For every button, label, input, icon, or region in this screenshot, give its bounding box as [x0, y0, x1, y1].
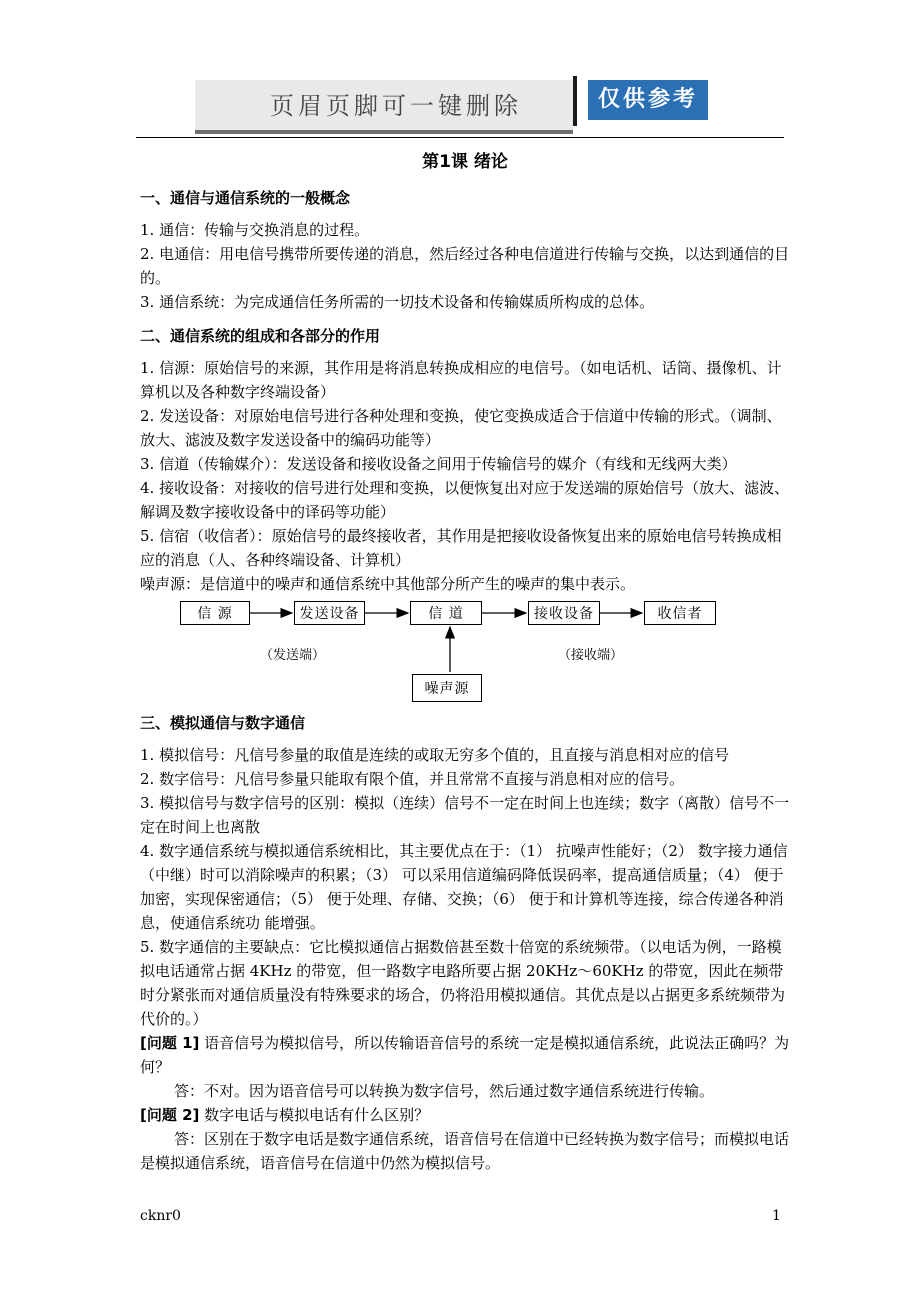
paragraph: 3. 信道（传输媒介）：发送设备和接收设备之间用于传输信号的媒介（有线和无线两大类） — [140, 455, 737, 473]
paragraph: 4. 接收设备：对接收的信号进行处理和变换，以便恢复出对应于发送端的原始信号（放大、滤波、解调及数字接收设备中的译码等功能） — [140, 479, 790, 521]
page-number: 1 — [772, 1208, 781, 1224]
receive-end-label: （接收端） — [558, 648, 624, 663]
paragraph: 5. 数字通信的主要缺点：它比模拟通信占据数倍甚至数十倍宽的系统频带。（以电话为例，一路模拟电话通常占据 4KHz 的带宽，但一路数字电路所要占据 20KHz～60KHz 的带宽，因此在频带时分紧张而对通信质量没有特殊要求的场合，仍将沿用模拟通信。其优点是以占据更多系统频带为代价的。） — [140, 938, 786, 1028]
paragraph: 1. 模拟信号：凡信号参量的取值是连续的或取无穷多个值的，且直接与消息相对应的信号 — [140, 746, 730, 764]
paragraph: 噪声源：是信道中的噪声和通信系统中其他部分所产生的噪声的集中表示。 — [140, 575, 636, 593]
section-heading: 二、通信系统的组成和各部分的作用 — [140, 327, 381, 345]
question-1 — [140, 1031, 790, 1079]
paragraph: 5. 信宿（收信者）：原始信号的最终接收者，其作用是把接收设备恢复出来的原始电信号转换成相应的消息（人、各种终端设备、计算机） — [140, 527, 782, 569]
header-text: 页眉页脚可一键删除 — [270, 92, 522, 120]
section-heading: 三、模拟通信与数字通信 — [140, 714, 306, 732]
page-title: 第1课 绪论 — [422, 152, 508, 172]
paragraph: 2. 电通信：用电信号携带所要传递的消息，然后经过各种电信道进行传输与交换，以达到通信的目的。 — [140, 245, 790, 287]
question-text: 数字电话与模拟电话有什么区别？ — [199, 1106, 430, 1124]
source-box: 信 源 — [180, 601, 250, 625]
send-end-label: （发送端） — [260, 648, 326, 663]
question-2 — [140, 1103, 790, 1127]
paragraph: 2. 发送设备：对原始电信号进行各种处理和变换，使它变换成适合于信道中传输的形式。（调制、放大、滤波及数字发送设备中的编码功能等） — [140, 407, 782, 449]
paragraph: 2. 数字信号：凡信号参量只能取有限个值，并且常常不直接与消息相对应的信号。 — [140, 770, 685, 788]
reference-only-badge: 仅供参考 — [588, 80, 708, 120]
question-label: [问题 1] — [140, 1034, 200, 1052]
answer-2: 答：区别在于数字电话是数字通信系统，语音信号在信道中已经转换为数字信号；而模拟电话是模拟通信系统，语音信号在信道中仍然为模拟信号。 — [140, 1130, 790, 1172]
paragraph: 1. 信源：原始信号的来源，其作用是将消息转换成相应的电信号。（如电话机、话筒、摄像机、计算机以及各种数字终端设备） — [140, 359, 782, 401]
header-rule — [136, 137, 784, 138]
receiver-box: 接收设备 — [528, 601, 600, 625]
paragraph: 4. 数字通信系统与模拟通信系统相比，其主要优点在于：（1） 抗噪声性能好；（2） 数字接力通信（中继）时可以消除噪声的积累；（3） 可以采用信道编码降低误码率，提高通信质量；（4） 便于加密，实现保密通信；（5） 便于处理、存储、交换；（6） 便于和计算机等连接，综合传递各种消息，使通信系统功 能增强。 — [140, 842, 788, 932]
section-heading: 一、通信与通信系统的一般概念 — [140, 189, 351, 207]
communication-system-diagram — [180, 600, 740, 705]
transmitter-box: 发送设备 — [294, 601, 365, 625]
document-body — [140, 150, 790, 1175]
paragraph: 3. 模拟信号与数字信号的区别：模拟（连续）信号不一定在时间上也连续；数字（离散）信号不一定在时间上也离散 — [140, 794, 790, 836]
question-text: 语音信号为模拟信号，所以传输语音信号的系统一定是模拟通信系统，此说法正确吗？为何？ — [140, 1034, 790, 1076]
channel-box: 信 道 — [410, 601, 482, 625]
noise-source-box: 噪声源 — [412, 674, 482, 702]
paragraph: 1. 通信：传输与交换消息的过程。 — [140, 221, 370, 239]
sink-box: 收信者 — [644, 601, 716, 625]
answer-1: 答：不对。因为语音信号可以转换为数字信号，然后通过数字通信系统进行传输。 — [174, 1082, 715, 1100]
footer-text: cknr0 — [140, 1208, 181, 1224]
header-divider — [573, 76, 577, 126]
paragraph: 3. 通信系统：为完成通信任务所需的一切技术设备和传输媒质所构成的总体。 — [140, 293, 655, 311]
question-label: [问题 2] — [140, 1106, 200, 1124]
